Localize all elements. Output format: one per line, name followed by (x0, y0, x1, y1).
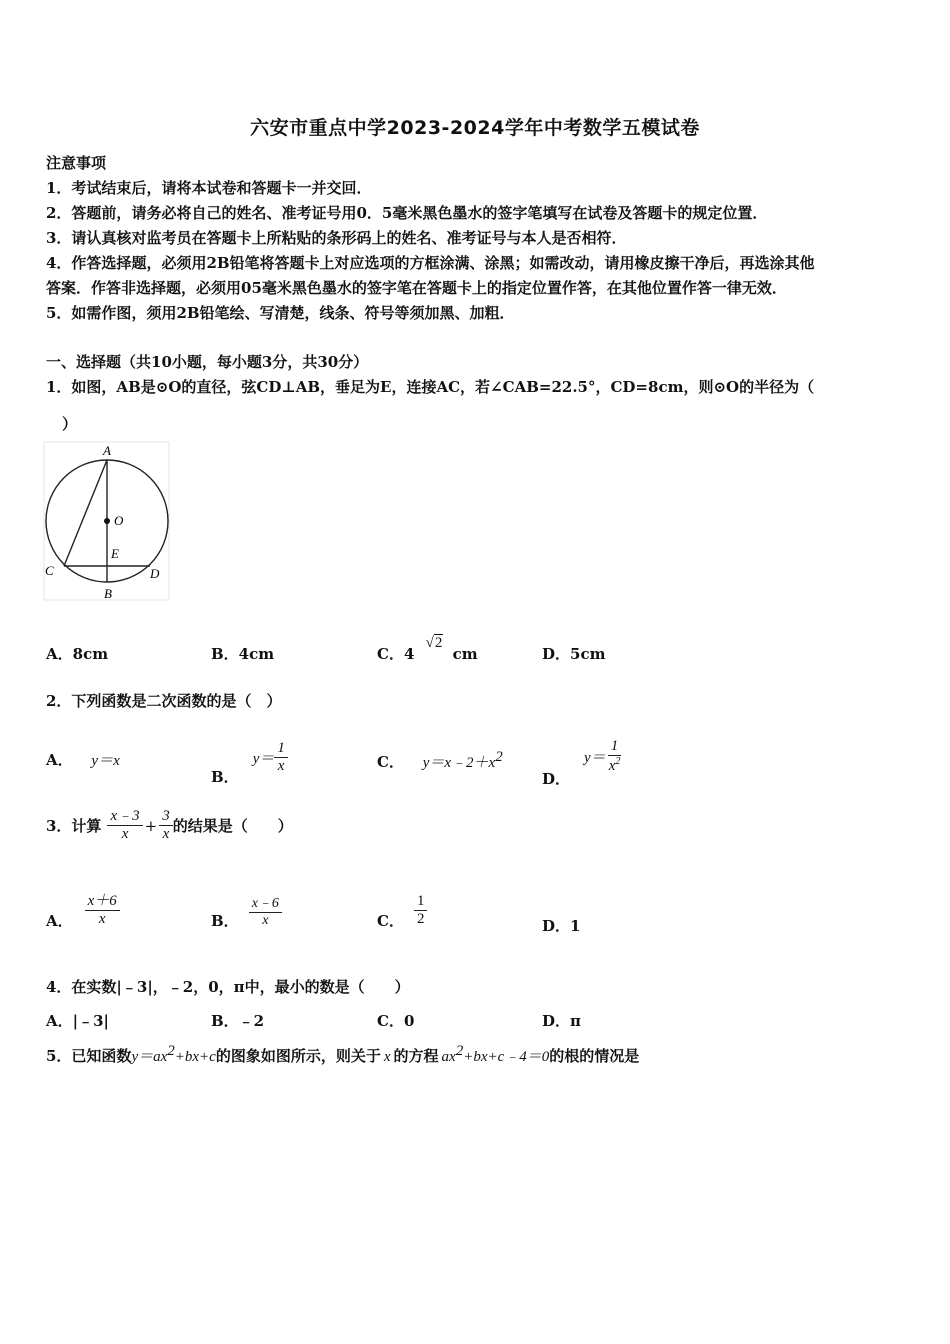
q5-prefix: 5．已知函数 (46, 1047, 132, 1065)
q5-func-rest: +bx+c (174, 1049, 216, 1065)
q5-var: x (383, 1049, 391, 1065)
notice-item: 2．答题前，请务必将自己的姓名、准考证号用0．5毫米黑色墨水的签字笔填写在试卷及答题卡的规定位置． (46, 204, 768, 222)
sqrt-symbol: √2 (425, 635, 443, 651)
q1-option-b[interactable]: B．4cm (211, 645, 275, 663)
question-1-text: 1．如图，AB是⊙O的直径，弦CD⊥AB，垂足为E，连接AC，若∠CAB=22.5°，CD=8cm，则⊙O的半径为（ (46, 378, 815, 396)
q3-suffix: 的结果是（ ） (172, 817, 293, 836)
q5-mid2: 的方程 (393, 1047, 439, 1065)
q3-option-d[interactable]: D．1 (542, 917, 581, 935)
q1-option-d[interactable]: D．5cm (542, 645, 606, 663)
label-d: D (150, 566, 160, 581)
frac-numerator: x＋6 (85, 893, 120, 911)
frac-denominator: x (98, 911, 106, 927)
option-label: A． (46, 912, 73, 930)
q5-eq: ax (441, 1049, 456, 1065)
label-a: A (103, 443, 111, 458)
section-heading: 一、选择题（共10小题，每小题3分，共30分） (46, 353, 369, 371)
frac-denominator: x (277, 758, 285, 774)
label-e: E (111, 546, 119, 561)
notice-item: 1．考试结束后，请将本试卷和答题卡一并交回． (46, 179, 372, 197)
frac-numerator: 3 (159, 808, 173, 826)
q1-option-c-unit: cm (452, 645, 478, 663)
label-o: O (114, 513, 124, 528)
q1-option-a[interactable]: A．8cm (46, 645, 109, 663)
exponent: 2 (495, 749, 503, 765)
option-label: C． (377, 753, 404, 771)
option-label: D． (542, 770, 571, 788)
q2-option-b-lhs: y＝ (252, 751, 275, 767)
label-b: B (104, 586, 112, 601)
q2-option-a-expr: y＝x (91, 753, 120, 769)
q2-option-c-expr: y＝x﹣2＋x (422, 755, 496, 771)
q5-mid: 的图象如图所示，则关于 (215, 1047, 381, 1065)
q2-option-d[interactable] (542, 724, 623, 789)
circle-figure (40, 440, 175, 605)
q2-option-a[interactable] (46, 749, 120, 770)
option-label: B． (211, 912, 239, 930)
q2-option-b[interactable] (211, 728, 288, 787)
frac-numerator: 1 (414, 893, 428, 911)
notice-item: 4．作答选择题，必须用2B铅笔将答题卡上对应选项的方框涂满、涂黑；如需改动，请用橡皮擦干净后，再选涂其他 (46, 254, 815, 272)
frac-denominator: x (162, 826, 170, 843)
exponent: 2 (167, 1043, 175, 1059)
notice-heading: 注意事项 (46, 154, 107, 172)
q4-option-d[interactable]: D．π (542, 1012, 581, 1030)
option-label: B． (211, 768, 239, 786)
sqrt-radicand: 2 (434, 635, 443, 651)
frac-numerator: 1 (608, 738, 622, 756)
frac-numerator: x﹣6 (249, 896, 282, 913)
q5-suffix: 的根的情况是 (549, 1047, 640, 1065)
option-label: C． (377, 912, 404, 930)
q2-option-d-lhs: y＝ (584, 750, 606, 766)
q2-option-b-frac (274, 740, 288, 776)
den-var: x (608, 758, 616, 774)
q3-option-a-frac (85, 893, 120, 929)
exponent: 2 (455, 1043, 464, 1059)
label-c: C (45, 563, 54, 578)
frac-denominator: x (121, 826, 129, 843)
q3-option-a[interactable] (46, 890, 120, 931)
q2-option-d-frac (606, 738, 624, 776)
center-dot (104, 518, 110, 524)
q2-option-c[interactable] (377, 749, 503, 772)
frac-denominator (606, 756, 624, 775)
q4-option-c[interactable]: C．0 (377, 1012, 415, 1030)
exponent: 2 (615, 756, 621, 767)
q4-option-b[interactable]: B．﹣2 (211, 1012, 265, 1030)
notice-item: 5．如需作图，须用2B铅笔绘、写清楚，线条、符号等须加黑、加粗． (46, 304, 515, 322)
question-1-close: ） (62, 415, 78, 433)
frac-numerator: x﹣3 (107, 808, 142, 826)
question-3-text (46, 808, 293, 844)
frac-numerator: 1 (274, 740, 288, 758)
q3-plus: + (144, 816, 158, 835)
q3-option-b-frac (249, 896, 282, 929)
frac-denominator: x (262, 913, 269, 928)
notice-item: 答案．作答非选择题，必须用05毫米黑色墨水的签字笔在答题卡上的指定位置作答，在其他位置作答一律无效． (46, 279, 787, 297)
q3-frac-1 (107, 808, 142, 844)
q3-option-b[interactable] (211, 894, 282, 931)
page-title: 六安市重点中学2023-2024学年中考数学五模试卷 (250, 117, 700, 139)
notice-item: 3．请认真核对监考员在答题卡上所粘贴的条形码上的姓名、准考证号与本人是否相符． (46, 229, 627, 247)
q3-option-c-frac (414, 893, 428, 929)
question-4-text: 4．在实数|﹣3|，﹣2，0，π中，最小的数是（ ） (46, 978, 410, 996)
q3-option-c[interactable] (377, 890, 427, 931)
q3-frac-2 (159, 808, 173, 844)
q5-func: y＝ax (131, 1049, 168, 1065)
q3-prefix: 3．计算 (46, 817, 102, 836)
frac-denominator: 2 (416, 911, 425, 927)
segment-ac (64, 460, 107, 566)
q4-option-a[interactable]: A．|﹣3| (46, 1012, 109, 1030)
question-5-text (46, 1043, 639, 1066)
q1-option-c[interactable] (377, 635, 478, 664)
q5-eq-rest: +bx+c﹣4＝0 (463, 1049, 550, 1065)
question-2-text: 2．下列函数是二次函数的是（ ） (46, 692, 282, 710)
option-label: A． (46, 751, 73, 769)
q1-option-c-prefix: C．4 (377, 645, 415, 663)
